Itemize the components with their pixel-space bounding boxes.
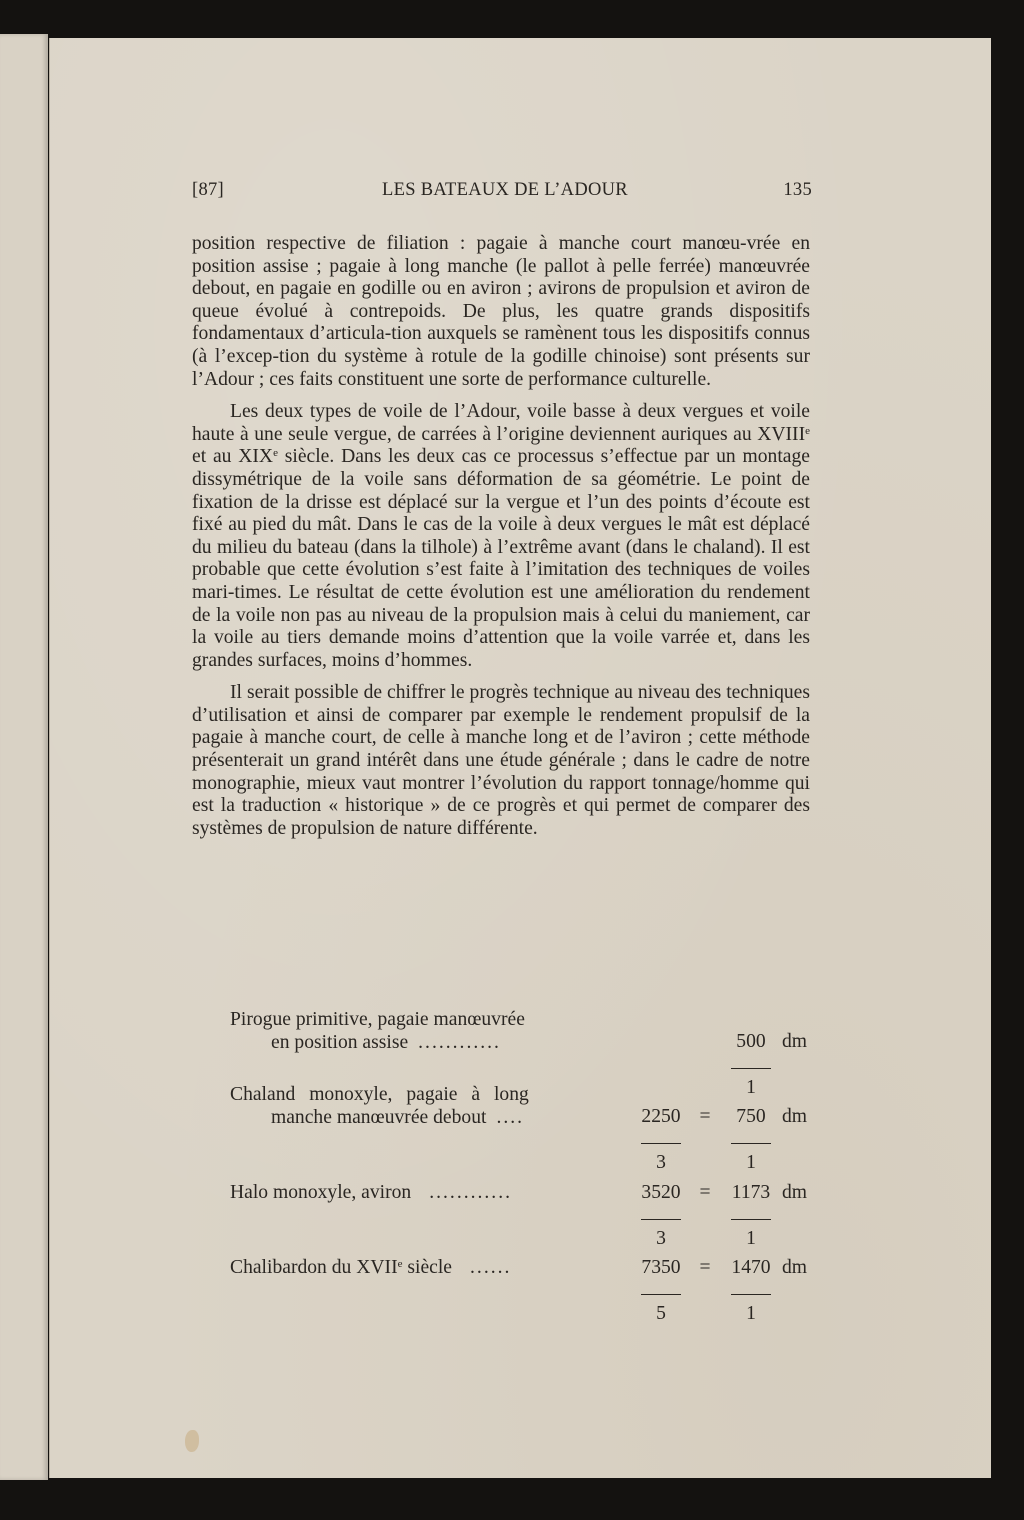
paper-stain xyxy=(185,1430,199,1452)
crew-value: 3 xyxy=(656,1152,666,1173)
superscript: e xyxy=(805,424,810,437)
crew-value: 3 xyxy=(656,1228,666,1249)
paragraph-text: position respective de filiation : pagaie à manche court manœu-vrée en position assise ; pagaie à long manche (le pallot à pelle ferrée) manœuvrée debout, en pagaie en godille ou en aviron ; avirons de propulsion et aviron de queue évolué à contrepoids. De plus, les quatre grands dispositifs fondamentaux d’articula-tion auxquels se ramènent tous les dispositifs connus (à l’excep-tion du système à rotule de la godille chinoise) sont présents sur l’Adour ; ces faits constituent une sorte de performance culturelle. xyxy=(192,233,810,390)
paragraph-3 xyxy=(192,682,810,840)
row-label-1: Halo monoxyle, aviron xyxy=(230,1182,412,1203)
row-label: Pirogue primitive, pagaie manœuvrée xyxy=(230,1009,525,1030)
ratio-denominator: 1 xyxy=(746,1152,756,1173)
page-number: 135 xyxy=(783,180,812,200)
crew-value: 5 xyxy=(656,1303,666,1324)
paragraph-text: et au XIX xyxy=(192,446,274,468)
ratio-denominator: 1 xyxy=(746,1228,756,1249)
tonnage-value: 7350 xyxy=(641,1257,681,1278)
tonnage-value: 3520 xyxy=(641,1182,681,1203)
running-head xyxy=(192,180,812,204)
running-title: LES BATEAUX DE L’ADOUR xyxy=(382,180,628,200)
table-row-chaland xyxy=(230,1084,815,1173)
ratio-value: 1470 xyxy=(731,1257,771,1278)
ratio-value: 750 xyxy=(736,1106,766,1127)
fraction-bar xyxy=(641,1294,681,1295)
paragraph-2 xyxy=(192,401,810,672)
leader-dots: .... xyxy=(496,1106,525,1128)
unit: dm xyxy=(782,1257,808,1278)
row-label-1b: siècle xyxy=(402,1257,453,1278)
tonnage-value: 2250 xyxy=(641,1106,681,1127)
superscript: e xyxy=(397,1258,403,1270)
unit: dm xyxy=(782,1106,808,1127)
unit: dm xyxy=(782,1031,808,1052)
fraction-bar xyxy=(731,1068,771,1069)
paragraph-text: Il serait possible de chiffrer le progrès technique au niveau des techniques d’utilisation et ainsi de comparer par exemple le rendement propulsif de la pagaie à manche court, de celle à manche long et de l’aviron ; cette méthode présenterait un grand intérêt dans une étude générale ; dans le cadre de notre monographie, mieux vaut montrer l’évolution du rapport tonnage/homme qui est la traduction « historique » de ce progrès et qui permet de comparer des systèmes de propulsion de nature différente. xyxy=(192,682,810,839)
ratio-denominator: 1 xyxy=(746,1077,756,1098)
unit: dm xyxy=(782,1182,808,1203)
equals-sign: = xyxy=(699,1106,711,1127)
fraction-bar xyxy=(731,1294,771,1295)
table-row-chalibardon xyxy=(230,1257,815,1324)
fraction-bar xyxy=(731,1143,771,1144)
table-row-halo xyxy=(230,1182,815,1249)
leader-dots: ...... xyxy=(470,1257,512,1278)
tonnage-per-man-table xyxy=(230,1009,815,1324)
equals-sign: = xyxy=(699,1257,711,1278)
body-text xyxy=(192,233,810,850)
row-label-2: en position assise xyxy=(271,1031,409,1053)
row-label-1: Chalibardon du XVII xyxy=(230,1257,398,1278)
ratio-denominator: 1 xyxy=(746,1303,756,1324)
ratio-value: 1173 xyxy=(731,1182,771,1203)
paragraph-text: Les deux types de voile de l’Adour, voile basse à deux vergues et voile haute à une seule vergue, de carrées à l’origine deviennent auriques au XVIII xyxy=(192,401,810,445)
row-label: Chaland monoxyle, pagaie à long xyxy=(230,1084,529,1105)
row-label-2: manche manœuvrée debout xyxy=(271,1106,487,1128)
fraction-bar xyxy=(731,1219,771,1220)
left-folio: [87] xyxy=(192,180,225,200)
leader-dots: ............ xyxy=(429,1182,512,1203)
paragraph-1 xyxy=(192,233,810,391)
fraction-bar xyxy=(641,1143,681,1144)
superscript: e xyxy=(273,447,278,460)
paragraph-text: siècle. Dans les deux cas ce processus s’effectue par un montage dissymétrique de la voile sans déformation de sa géométrie. Le point de fixation de la drisse est déplacé sur la vergue et l’un des points d’écoute est fixé au pied du mât. Dans le cas de la voile à deux vergues le mât est déplacé du milieu du bateau (dans la tilhole) à l’extrême avant (dans le chaland). Il est probable que cette évolution s’est faite à l’imitation des techniques de voiles mari-times. Le résultat de cette évolution est une amélioration du rendement de la voile non pas au niveau de la propulsion mais à celui du maniement, car la voile au tiers demande moins d’attention que la voile varrée et, dans les grandes surfaces, moins d’hommes. xyxy=(192,446,810,671)
previous-page-edge xyxy=(0,34,48,1480)
leader-dots: ............ xyxy=(418,1031,501,1053)
ratio-value: 500 xyxy=(736,1031,766,1052)
fraction-bar xyxy=(641,1219,681,1220)
equals-sign: = xyxy=(699,1182,711,1203)
